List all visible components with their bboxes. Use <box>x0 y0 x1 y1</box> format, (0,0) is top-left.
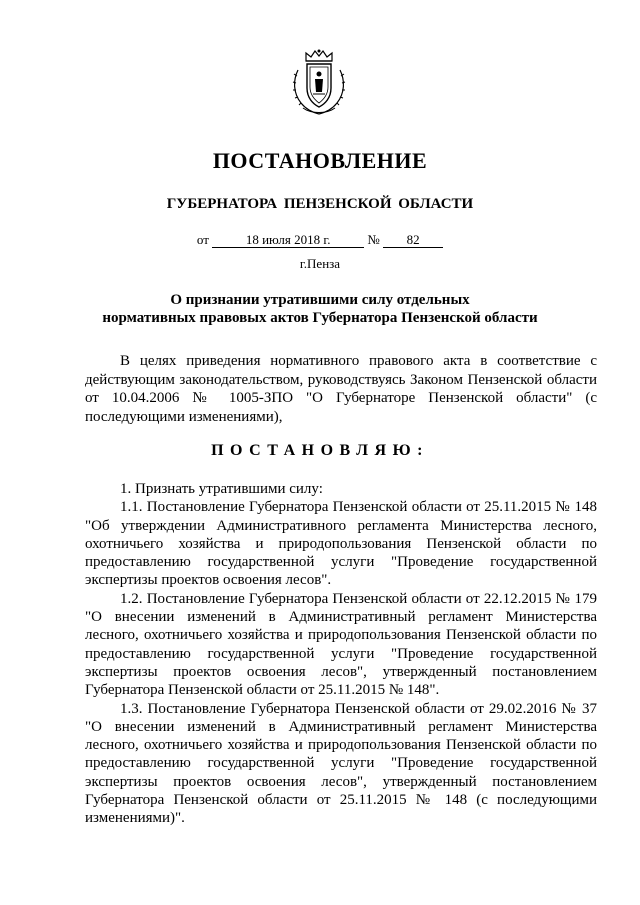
subject-line-1: О признании утратившими силу отдельных <box>170 292 470 308</box>
document-subject <box>80 291 560 327</box>
city-label: г.Пенза <box>299 256 341 271</box>
decree-heading: ПОСТАНОВЛЯЮ: <box>211 442 429 459</box>
subject-line-2: нормативных правовых актов Губернатора Пензенской области <box>102 310 538 326</box>
document-date: 18 июля 2018 г. <box>212 232 364 248</box>
decree-body <box>85 480 597 828</box>
issuer-title: ГУБЕРНАТОРА ПЕНЗЕНСКОЙ ОБЛАСТИ <box>166 196 474 212</box>
preamble-paragraph: В целях приведения нормативного правового акта в соответствие с действующим законодательством, руководствуясь Законом Пензенской области от 10.04.2006 № 1005-ЗПО "О Губернаторе Пензенской области" (с последующими изменениями), <box>85 353 597 425</box>
document-number: 82 <box>383 232 443 248</box>
document-type-title: ПОСТАНОВЛЕНИЕ <box>212 148 428 173</box>
date-prefix: от <box>196 232 209 247</box>
item-1-intro: 1. Признать утратившими силу: <box>120 481 323 497</box>
date-number-line <box>0 232 640 248</box>
item-1-1: 1.1. Постановление Губернатора Пензенской области от 25.11.2015 № 148 "Об утверждении Административного регламента Министерства лесного, охотничьего хозяйства и природопользования Пензенской области по предоставлению государственной услуги "Проведение государственной экспертизы проектов освоения лесов". <box>85 499 597 589</box>
number-prefix: № <box>367 232 380 247</box>
item-1-2: 1.2. Постановление Губернатора Пензенской области от 22.12.2015 № 179 "О внесении изменений в Административный регламент Министерства лесного, охотничьего хозяйства и природопользования Пензенской области по предоставлению государственной услуги "Проведение государственной экспертизы проектов освоения лесов", утвержденный постановлением Губернатора Пензенской области от 25.11.2015 № 148". <box>85 590 597 699</box>
coat-of-arms-emblem <box>289 48 349 118</box>
item-1-3: 1.3. Постановление Губернатора Пензенской области от 29.02.2016 № 37 "О внесении изменений в Административный регламент Министерства лесного, охотничьего хозяйства и природопользования Пензенской области по предоставлению государственной услуги "Проведение государственной экспертизы проектов освоения лесов", утвержденный постановлением Губернатора Пензенской области от 25.11.2015 № 148 (с последующими изменениями)". <box>85 700 597 827</box>
